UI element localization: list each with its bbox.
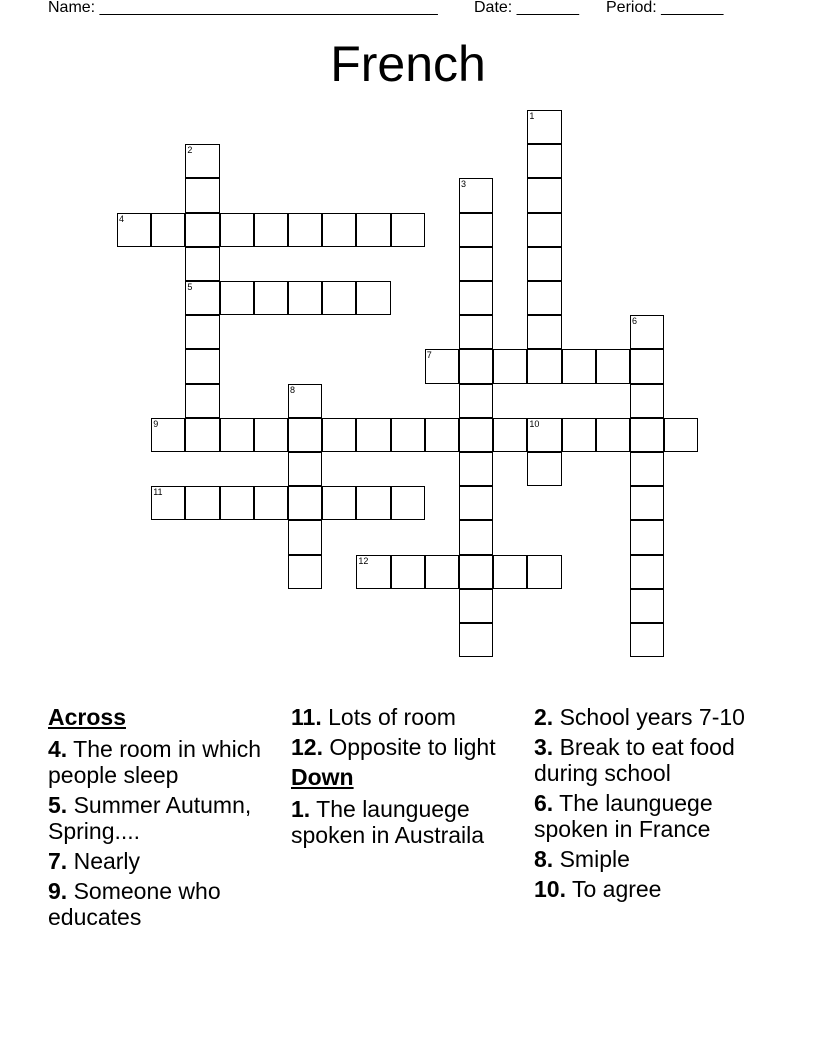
crossword-cell[interactable] (185, 247, 219, 281)
crossword-cell[interactable] (459, 315, 493, 349)
crossword-cell[interactable] (322, 281, 356, 315)
crossword-cell[interactable] (630, 452, 664, 486)
clue-column-3 (534, 704, 764, 906)
crossword-cell[interactable] (459, 623, 493, 657)
crossword-cell[interactable] (493, 418, 527, 452)
crossword-cell[interactable] (493, 349, 527, 383)
crossword-cell[interactable] (117, 213, 151, 247)
crossword-cell[interactable] (527, 418, 561, 452)
crossword-cell[interactable] (288, 418, 322, 452)
clue-down-10: 10. To agree (534, 876, 662, 902)
crossword-cell[interactable] (151, 213, 185, 247)
crossword-cell[interactable] (630, 520, 664, 554)
crossword-cell[interactable] (527, 555, 561, 589)
crossword-cell[interactable] (288, 452, 322, 486)
crossword-cell[interactable] (630, 384, 664, 418)
crossword-cell[interactable] (527, 452, 561, 486)
crossword-cell[interactable] (185, 315, 219, 349)
clue-across-9: 9. Someone who educates (48, 878, 221, 930)
crossword-cell[interactable] (185, 418, 219, 452)
crossword-cell[interactable] (356, 213, 390, 247)
crossword-cell[interactable] (220, 486, 254, 520)
clue-number: 10 (529, 418, 540, 429)
crossword-cell[interactable] (630, 486, 664, 520)
crossword-cell[interactable] (630, 589, 664, 623)
crossword-cell[interactable] (254, 418, 288, 452)
clue-across-4: 4. The room in which people sleep (48, 736, 262, 788)
crossword-cell[interactable] (254, 281, 288, 315)
crossword-cell[interactable] (288, 384, 322, 418)
clue-across-5: 5. Summer Autumn, Spring.... (48, 792, 252, 844)
crossword-cell[interactable] (527, 110, 561, 144)
crossword-cell[interactable] (596, 349, 630, 383)
crossword-cell[interactable] (185, 178, 219, 212)
crossword-cell[interactable] (630, 349, 664, 383)
crossword-cell[interactable] (630, 418, 664, 452)
clue-down-8: 8. Smiple (534, 846, 630, 872)
crossword-cell[interactable] (288, 486, 322, 520)
crossword-cell[interactable] (493, 555, 527, 589)
clue-across-12: 12. Opposite to light (291, 734, 496, 760)
crossword-cell[interactable] (185, 144, 219, 178)
crossword-cell[interactable] (151, 418, 185, 452)
period-field[interactable]: Period: _______ (606, 0, 724, 16)
crossword-cell[interactable] (527, 178, 561, 212)
clue-down-1: 1. The launguege spoken in Austraila (291, 796, 485, 848)
crossword-cell[interactable] (254, 486, 288, 520)
crossword-cell[interactable] (322, 486, 356, 520)
crossword-cell[interactable] (459, 520, 493, 554)
crossword-cell[interactable] (527, 349, 561, 383)
crossword-cell[interactable] (220, 418, 254, 452)
crossword-cell[interactable] (185, 384, 219, 418)
crossword-cell[interactable] (527, 247, 561, 281)
clue-down-2: 2. School years 7-10 (534, 704, 745, 730)
crossword-cell[interactable] (459, 384, 493, 418)
crossword-cell[interactable] (288, 213, 322, 247)
crossword-cell[interactable] (220, 281, 254, 315)
clue-number: 9 (153, 418, 159, 429)
crossword-cell[interactable] (459, 452, 493, 486)
crossword-cell[interactable] (596, 418, 630, 452)
crossword-cell[interactable] (459, 349, 493, 383)
crossword-cell[interactable] (562, 349, 596, 383)
crossword-cell[interactable] (185, 349, 219, 383)
crossword-cell[interactable] (185, 213, 219, 247)
crossword-cell[interactable] (459, 213, 493, 247)
crossword-cell[interactable] (425, 418, 459, 452)
across-heading: Across (48, 704, 126, 730)
date-field[interactable]: Date: _______ (474, 0, 579, 16)
crossword-cell[interactable] (459, 418, 493, 452)
clue-down-3: 3. Break to eat food during school (534, 734, 735, 786)
crossword-cell[interactable] (527, 213, 561, 247)
crossword-cell[interactable] (391, 418, 425, 452)
crossword-cell[interactable] (630, 315, 664, 349)
clue-across-7: 7. Nearly (48, 848, 141, 874)
crossword-cell[interactable] (459, 247, 493, 281)
crossword-cell[interactable] (527, 144, 561, 178)
clue-number: 1 (529, 111, 535, 121)
name-field[interactable]: Name: ______________________________________ (48, 0, 438, 16)
crossword-cell[interactable] (288, 281, 322, 315)
clue-number: 3 (461, 179, 467, 190)
clue-number: 8 (290, 384, 296, 395)
crossword-cell[interactable] (630, 623, 664, 657)
crossword-cell[interactable] (151, 486, 185, 520)
clue-number: 4 (119, 213, 125, 224)
crossword-cell[interactable] (220, 213, 254, 247)
crossword-cell[interactable] (322, 418, 356, 452)
crossword-cell[interactable] (254, 213, 288, 247)
crossword-cell[interactable] (630, 555, 664, 589)
clue-number: 5 (187, 282, 193, 292)
crossword-cell[interactable] (391, 213, 425, 247)
crossword-cell[interactable] (562, 418, 596, 452)
crossword-cell[interactable] (391, 486, 425, 520)
crossword-cell[interactable] (356, 418, 390, 452)
crossword-cell[interactable] (459, 486, 493, 520)
crossword-cell[interactable] (459, 555, 493, 589)
clue-column-1 (48, 704, 284, 934)
clue-number: 12 (358, 555, 369, 566)
clue-number: 6 (632, 316, 638, 327)
crossword-cell[interactable] (664, 418, 698, 452)
crossword-cell[interactable] (425, 349, 459, 383)
clue-number: 7 (426, 350, 432, 361)
crossword-cell[interactable] (356, 281, 390, 315)
crossword-cell[interactable] (527, 315, 561, 349)
clue-number: 2 (187, 145, 193, 156)
crossword-cell[interactable] (322, 213, 356, 247)
clue-column-2 (291, 704, 521, 852)
clue-across-11: 11. Lots of room (291, 704, 456, 730)
crossword-cell[interactable] (356, 555, 390, 589)
crossword-cell[interactable] (459, 589, 493, 623)
crossword-cell[interactable] (527, 281, 561, 315)
clue-number: 11 (153, 487, 163, 498)
crossword-cell[interactable] (459, 178, 493, 212)
clue-down-6: 6. The launguege spoken in France (534, 790, 713, 842)
crossword-cell[interactable] (288, 555, 322, 589)
crossword-cell[interactable] (185, 281, 219, 315)
crossword-cell[interactable] (391, 555, 425, 589)
down-heading: Down (291, 764, 354, 790)
crossword-cell[interactable] (288, 520, 322, 554)
crossword-cell[interactable] (459, 281, 493, 315)
crossword-cell[interactable] (185, 486, 219, 520)
page-title: French (330, 36, 486, 92)
crossword-cell[interactable] (425, 555, 459, 589)
crossword-cell[interactable] (356, 486, 390, 520)
